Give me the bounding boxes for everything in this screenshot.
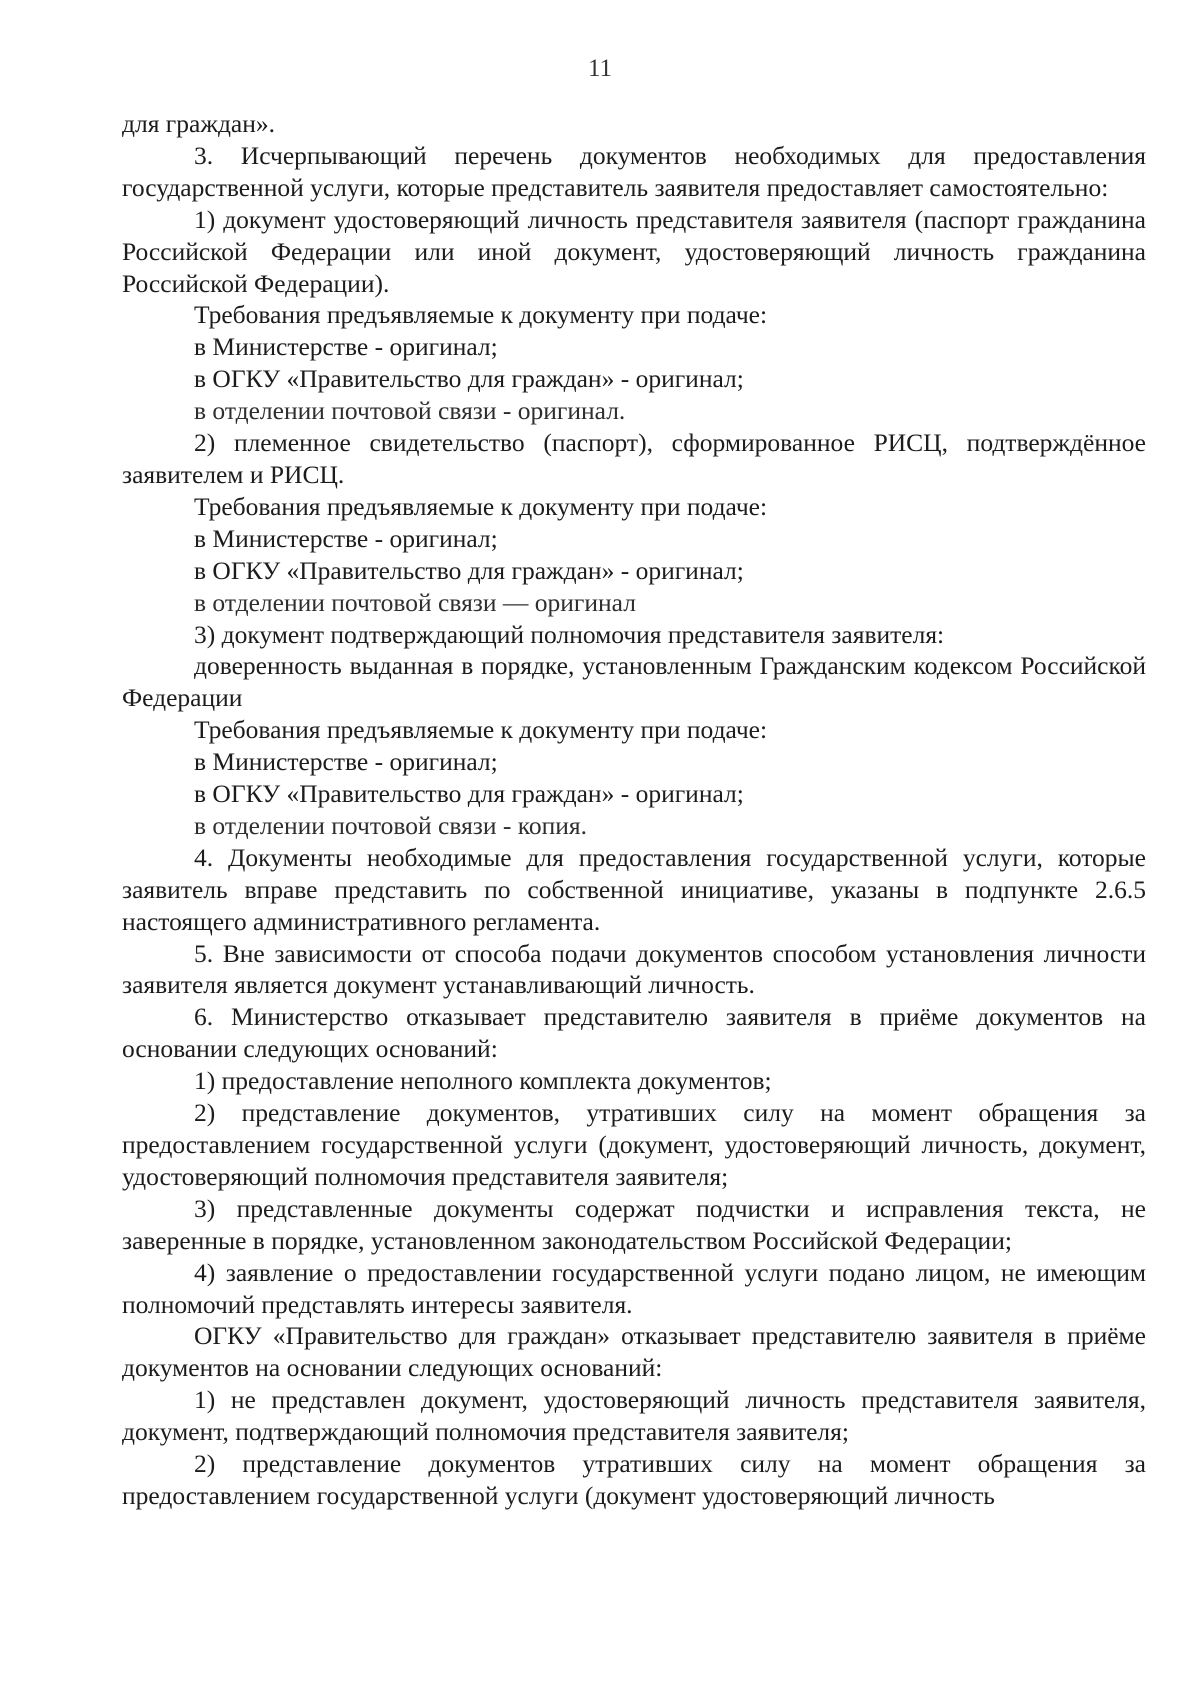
requirement-line: в ОГКУ «Правительство для граждан» - оригинал; bbox=[194, 779, 744, 809]
paragraph: доверенность выданная в порядке, установленным Гражданским кодексом Российской Федерации bbox=[122, 651, 1146, 713]
document-body bbox=[122, 108, 1146, 1512]
requirement-line: в ОГКУ «Правительство для граждан» - оригинал; bbox=[194, 555, 744, 585]
requirement-line: в Министерстве - оригинал; bbox=[194, 332, 498, 362]
paragraph-subitem: 1) предоставление неполного комплекта документов; bbox=[194, 1066, 772, 1096]
paragraph-item-6: 6. Министерство отказывает представителю заявителя в приёме документов на основании следующих оснований: bbox=[122, 1002, 1146, 1064]
paragraph-subitem: 3) документ подтверждающий полномочия представителя заявителя: bbox=[194, 619, 945, 649]
paragraph-subitem: 1) не представлен документ, удостоверяющий личность представителя заявителя, документ, подтверждающий полномочия представителя заявителя; bbox=[122, 1385, 1146, 1447]
requirements-heading: Требования предъявляемые к документу при подаче: bbox=[194, 715, 768, 745]
paragraph-subitem: 4) заявление о предоставлении государственной услуги подано лицом, не имеющим полномочий представлять интересы заявителя. bbox=[122, 1257, 1146, 1319]
paragraph-subitem: 3) представленные документы содержат подчистки и исправления текста, не заверенные в порядке, установленном законодательством Российской Федерации; bbox=[122, 1193, 1146, 1255]
paragraph-item-3: 3. Исчерпывающий перечень документов необходимых для предоставления государственной услуги, которые представитель заявителя предоставляет самостоятельно: bbox=[122, 140, 1146, 202]
paragraph-subitem: 2) племенное свидетельство (паспорт), сформированное РИСЦ, подтверждённое заявителем и РИСЦ. bbox=[122, 428, 1146, 489]
requirements-heading: Требования предъявляемые к документу при подаче: bbox=[194, 300, 768, 330]
requirements-heading: Требования предъявляемые к документу при подаче: bbox=[194, 491, 768, 521]
requirement-line: в отделении почтовой связи - оригинал. bbox=[194, 396, 626, 426]
requirement-line: в Министерстве - оригинал; bbox=[194, 747, 498, 777]
requirement-line: в ОГКУ «Правительство для граждан» - оригинал; bbox=[194, 364, 744, 394]
paragraph-item-5: 5. Вне зависимости от способа подачи документов способом установления личности заявителя является документ устанавливающий личность. bbox=[122, 938, 1146, 1000]
paragraph: для граждан». bbox=[122, 109, 276, 138]
paragraph-subitem: 1) документ удостоверяющий личность представителя заявителя (паспорт гражданина Российской Федерации или иной документ, удостоверяющий личность гражданина Российской Федерации). bbox=[122, 204, 1146, 298]
page-number: 11 bbox=[587, 55, 613, 82]
requirement-line: в отделении почтовой связи — оригинал bbox=[194, 587, 636, 617]
requirement-line: в Министерстве - оригинал; bbox=[194, 523, 498, 553]
requirement-line: в отделении почтовой связи - копия. bbox=[194, 810, 587, 840]
paragraph-item-4: 4. Документы необходимые для предоставления государственной услуги, которые заявитель вправе представить по собственной инициативе, указаны в подпункте 2.6.5 настоящего административного регламента. bbox=[122, 842, 1146, 936]
paragraph-subitem: 2) представление документов утративших силу на момент обращения за предоставлением государственной услуги (документ удостоверяющий личность bbox=[122, 1449, 1146, 1510]
paragraph-subitem: 2) представление документов, утративших силу на момент обращения за предоставлением государственной услуги (документ, удостоверяющий личность, документ, удостоверяющий полномочия представителя заявителя; bbox=[122, 1098, 1146, 1191]
paragraph: ОГКУ «Правительство для граждан» отказывает представителю заявителя в приёме документов на основании следующих оснований: bbox=[122, 1321, 1146, 1383]
